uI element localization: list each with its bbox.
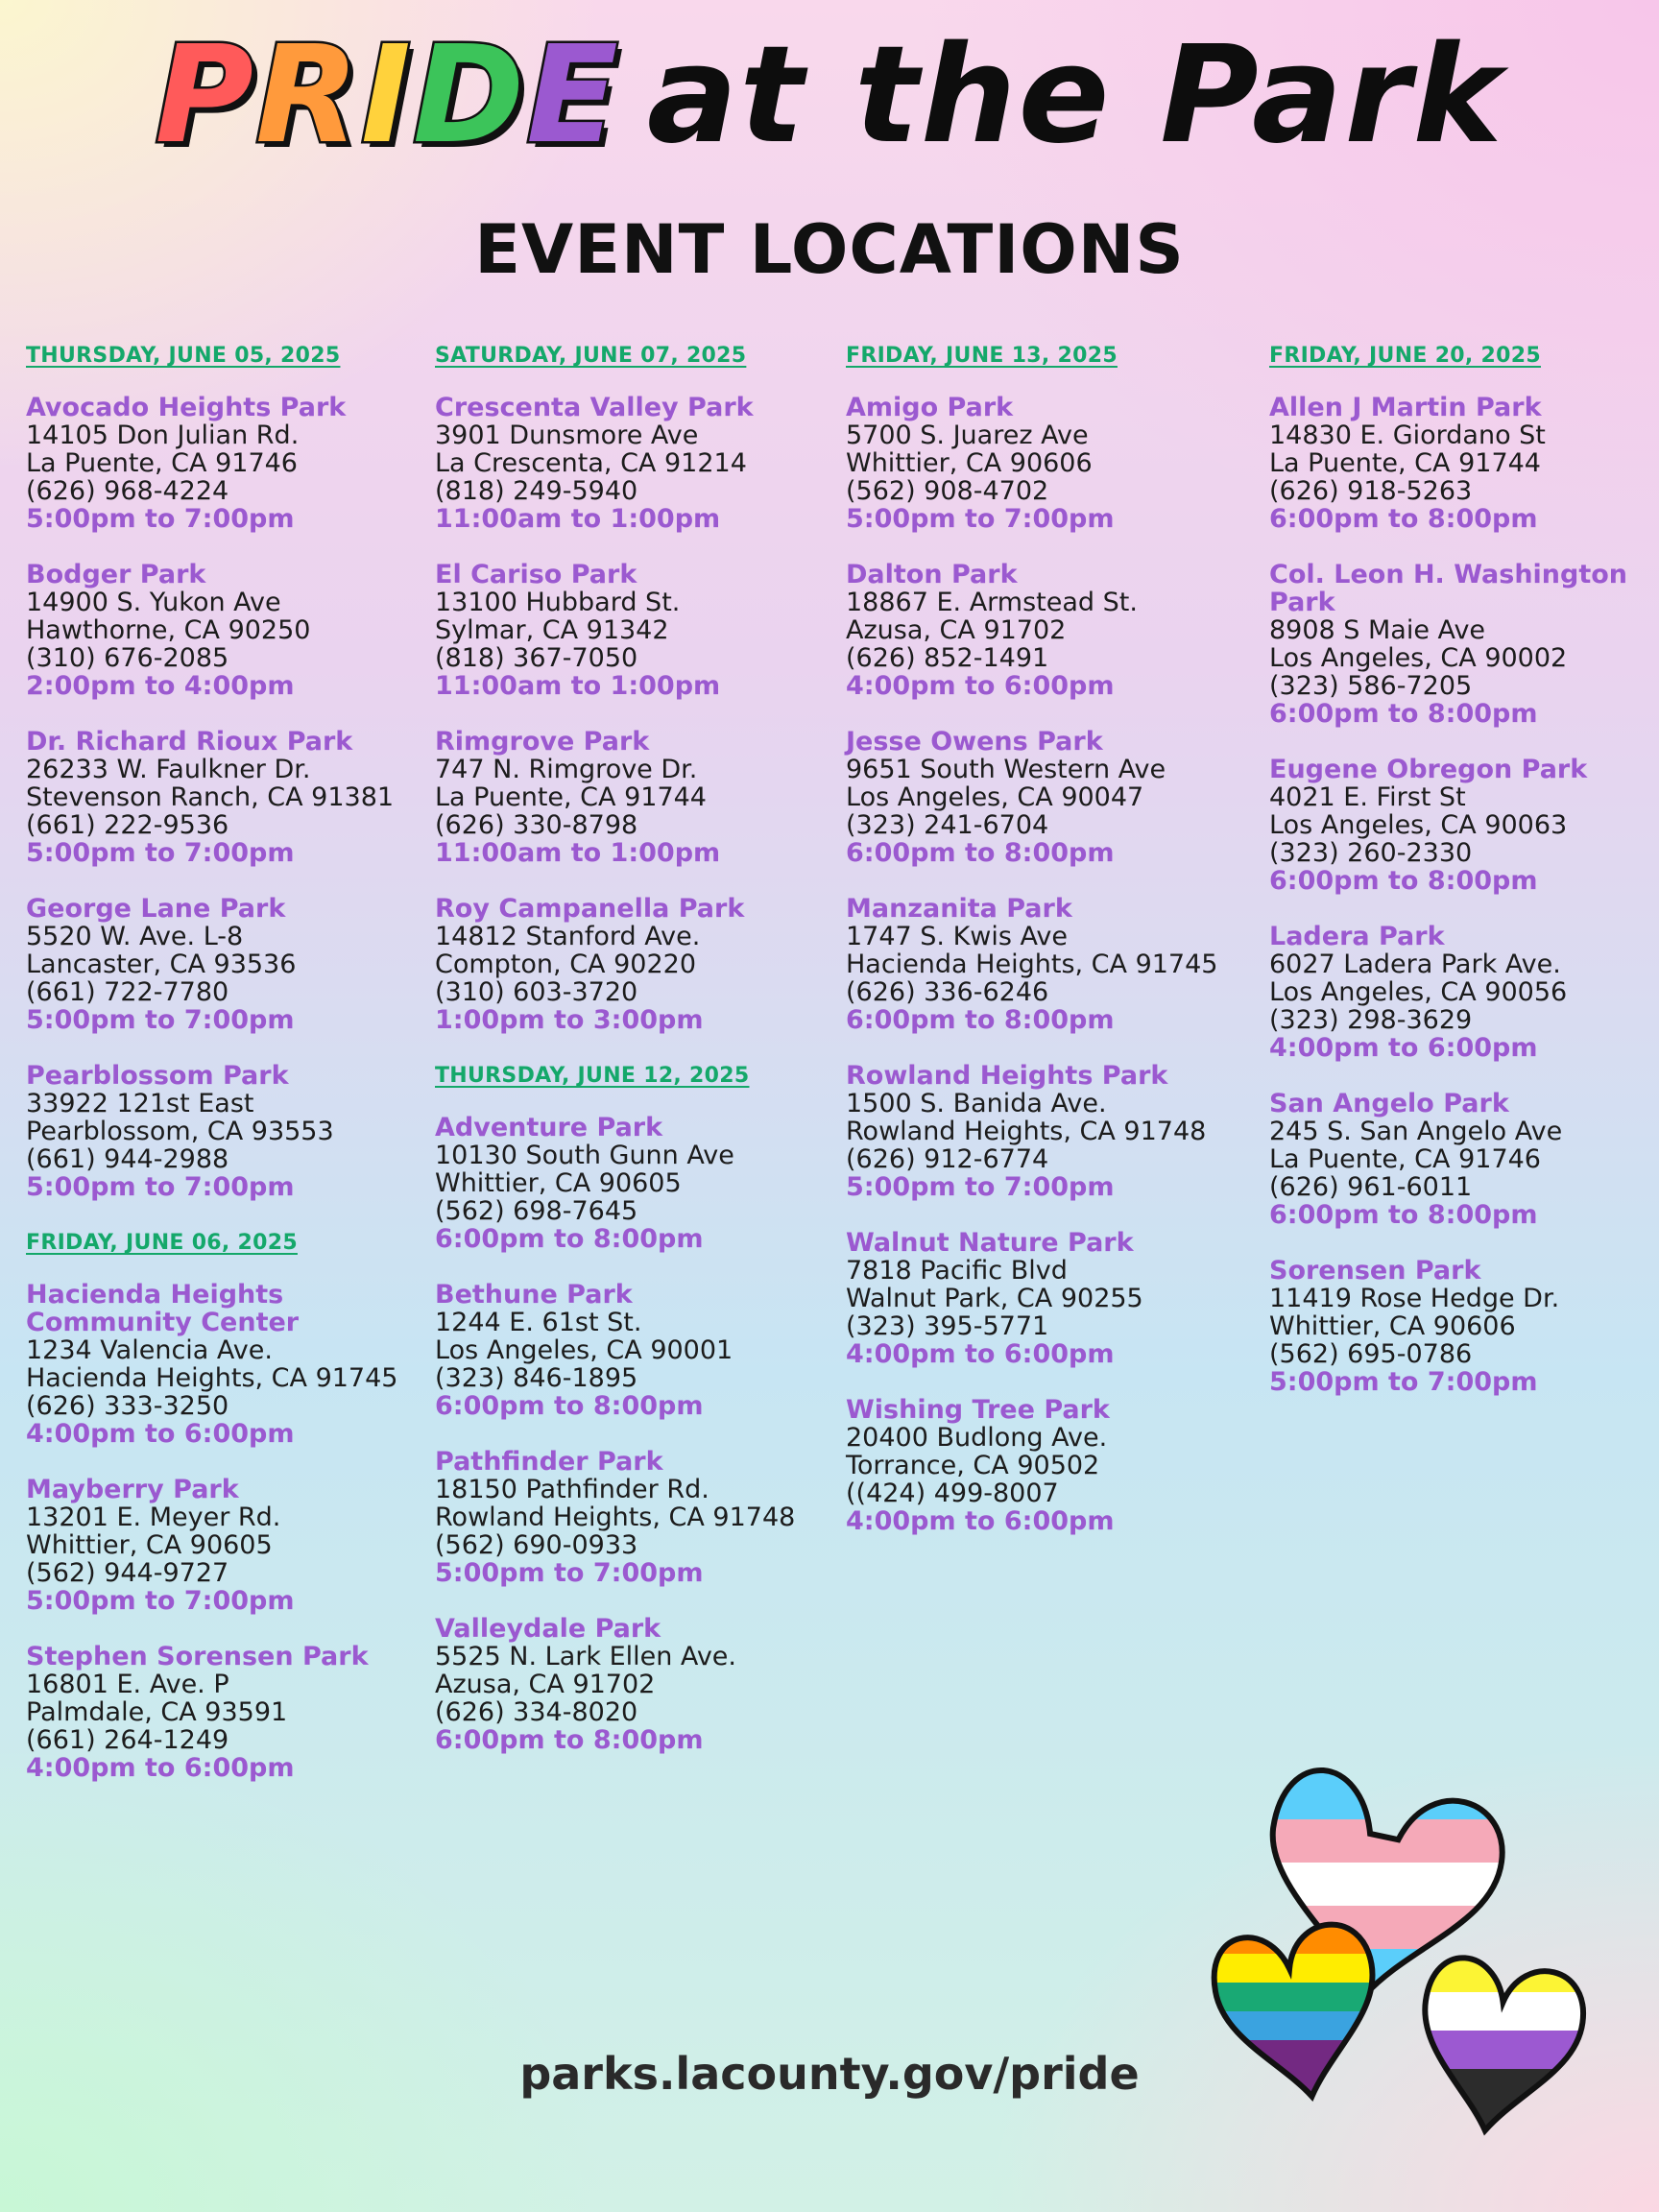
park-address: 26233 W. Faulkner Dr.	[26, 755, 311, 784]
event-time: 4:00pm to 6:00pm	[846, 1506, 1115, 1536]
pride-letter: E	[526, 17, 620, 174]
park-address: Palmdale, CA 93591	[26, 1697, 288, 1727]
park-address: Whittier, CA 90605	[435, 1168, 682, 1198]
park-address: Los Angeles, CA 90056	[1269, 977, 1568, 1007]
park-address: 3901 Dunsmore Ave	[435, 421, 699, 450]
park-listing	[435, 1448, 829, 1587]
park-address: 11419 Rose Hedge Dr.	[1269, 1284, 1560, 1313]
park-address: 8908 S Maie Ave	[1269, 615, 1486, 645]
park-name: Crescenta Valley Park	[435, 393, 754, 422]
park-name: Hacienda Heights	[26, 1280, 284, 1310]
park-phone: (626) 334-8020	[435, 1697, 638, 1727]
subtitle: EVENT LOCATIONS	[474, 210, 1185, 289]
park-name: Pearblossom Park	[26, 1061, 289, 1091]
park-name: Rowland Heights Park	[846, 1061, 1168, 1091]
park-name: Dr. Richard Rioux Park	[26, 727, 353, 757]
event-time: 5:00pm to 7:00pm	[1269, 1367, 1538, 1397]
park-name: Allen J Martin Park	[1269, 393, 1542, 422]
park-phone: (661) 264-1249	[26, 1725, 229, 1755]
date-heading: FRIDAY, JUNE 20, 2025	[1269, 344, 1541, 368]
park-address: 13201 E. Meyer Rd.	[26, 1503, 281, 1532]
park-address: Hawthorne, CA 90250	[26, 615, 311, 645]
park-address: Azusa, CA 91702	[435, 1670, 656, 1699]
park-phone: (818) 367-7050	[435, 643, 638, 673]
pride-word	[155, 17, 619, 174]
park-address: Stevenson Ranch, CA 91381	[26, 782, 395, 812]
event-time: 5:00pm to 7:00pm	[435, 1558, 704, 1588]
park-name: Community Center	[26, 1308, 300, 1337]
park-phone: ((424) 499-8007	[846, 1479, 1059, 1508]
park-name: Pathfinder Park	[435, 1447, 663, 1477]
park-address: 14900 S. Yukon Ave	[26, 588, 281, 617]
park-name: Col. Leon H. Washington	[1269, 560, 1628, 589]
park-address: 20400 Budlong Ave.	[846, 1423, 1108, 1453]
park-name: Amigo Park	[846, 393, 1014, 422]
event-time: 6:00pm to 8:00pm	[435, 1224, 704, 1254]
park-name: Valleydale Park	[435, 1614, 661, 1644]
park-address: 33922 121st East	[26, 1089, 254, 1118]
park-phone: (323) 260-2330	[1269, 838, 1473, 868]
park-address: Los Angeles, CA 90063	[1269, 810, 1568, 840]
park-listing	[846, 561, 1259, 700]
park-address: Hacienda Heights, CA 91745	[846, 950, 1218, 979]
park-phone: (323) 241-6704	[846, 810, 1049, 840]
park-phone: (626) 333-3250	[26, 1391, 229, 1421]
park-address: 14830 E. Giordano St	[1269, 421, 1546, 450]
park-address: Azusa, CA 91702	[846, 615, 1067, 645]
park-listing	[1269, 561, 1653, 728]
event-time: 11:00am to 1:00pm	[435, 504, 721, 534]
event-time: 11:00am to 1:00pm	[435, 838, 721, 868]
event-time: 6:00pm to 8:00pm	[1269, 504, 1538, 534]
park-address: 18867 E. Armstead St.	[846, 588, 1138, 617]
park-phone: (626) 918-5263	[1269, 476, 1473, 506]
event-time: 5:00pm to 7:00pm	[26, 838, 295, 868]
park-listing	[1269, 1090, 1653, 1229]
park-listing	[1269, 756, 1653, 895]
event-time: 6:00pm to 8:00pm	[846, 1005, 1115, 1035]
park-address: 1244 E. 61st St.	[435, 1308, 642, 1337]
park-listing	[435, 1615, 829, 1754]
park-listing	[435, 561, 829, 700]
park-listing	[26, 895, 420, 1034]
park-address: Whittier, CA 90606	[846, 448, 1093, 478]
park-phone: (818) 249-5940	[435, 476, 638, 506]
park-address: 7818 Pacific Blvd	[846, 1256, 1068, 1286]
park-address: La Puente, CA 91746	[1269, 1144, 1541, 1174]
park-listing	[435, 1114, 829, 1253]
park-address: La Puente, CA 91744	[1269, 448, 1541, 478]
park-listing	[435, 1281, 829, 1420]
park-phone: (310) 603-3720	[435, 977, 638, 1007]
park-address: La Puente, CA 91746	[26, 448, 298, 478]
park-listing	[846, 394, 1259, 533]
park-phone: (626) 330-8798	[435, 810, 638, 840]
park-phone: (323) 395-5771	[846, 1311, 1049, 1341]
park-address: Whittier, CA 90605	[26, 1530, 273, 1560]
park-listing	[846, 1229, 1259, 1368]
park-address: 1500 S. Banida Ave.	[846, 1089, 1107, 1118]
park-address: La Puente, CA 91744	[435, 782, 707, 812]
park-listing	[846, 1062, 1259, 1201]
event-time: 11:00am to 1:00pm	[435, 671, 721, 701]
park-phone: (323) 586-7205	[1269, 671, 1473, 701]
pride-letter: P	[155, 17, 256, 174]
park-address: Los Angeles, CA 90002	[1269, 643, 1568, 673]
park-address: 4021 E. First St	[1269, 782, 1466, 812]
park-address: 245 S. San Angelo Ave	[1269, 1117, 1563, 1146]
park-address: 1747 S. Kwis Ave	[846, 922, 1069, 951]
event-time: 6:00pm to 8:00pm	[1269, 699, 1538, 729]
park-phone: (562) 695-0786	[1269, 1339, 1473, 1369]
park-address: Sylmar, CA 91342	[435, 615, 669, 645]
event-time: 5:00pm to 7:00pm	[846, 1172, 1115, 1202]
park-name: Stephen Sorensen Park	[26, 1642, 369, 1671]
park-address: 14812 Stanford Ave.	[435, 922, 701, 951]
park-listing	[26, 728, 420, 867]
park-address: Lancaster, CA 93536	[26, 950, 297, 979]
park-phone: (626) 961-6011	[1269, 1172, 1473, 1202]
park-address: 5525 N. Lark Ellen Ave.	[435, 1642, 736, 1671]
park-name: Bethune Park	[435, 1280, 633, 1310]
park-address: 14105 Don Julian Rd.	[26, 421, 300, 450]
park-name: San Angelo Park	[1269, 1089, 1509, 1118]
park-phone: (310) 676-2085	[26, 643, 229, 673]
park-name: Roy Campanella Park	[435, 894, 745, 924]
park-listing	[846, 728, 1259, 867]
park-address: 5520 W. Ave. L-8	[26, 922, 244, 951]
column-1	[26, 342, 420, 1810]
park-address: Walnut Park, CA 90255	[846, 1284, 1143, 1313]
park-name: Manzanita Park	[846, 894, 1072, 924]
park-phone: (562) 944-9727	[26, 1558, 229, 1588]
park-address: 6027 Ladera Park Ave.	[1269, 950, 1561, 979]
page-title	[0, 19, 1659, 173]
park-name: Ladera Park	[1269, 922, 1445, 951]
park-name: Park	[1269, 588, 1335, 617]
column-4	[1269, 342, 1653, 1424]
event-time: 5:00pm to 7:00pm	[26, 1005, 295, 1035]
event-time: 4:00pm to 6:00pm	[26, 1419, 295, 1449]
park-address: 9651 South Western Ave	[846, 755, 1166, 784]
park-name: Jesse Owens Park	[846, 727, 1103, 757]
event-time: 4:00pm to 6:00pm	[846, 671, 1115, 701]
event-time: 2:00pm to 4:00pm	[26, 671, 295, 701]
park-listing	[1269, 923, 1653, 1062]
park-address: 18150 Pathfinder Rd.	[435, 1475, 709, 1504]
park-phone: (562) 690-0933	[435, 1530, 638, 1560]
park-phone: (562) 908-4702	[846, 476, 1049, 506]
date-heading: THURSDAY, JUNE 05, 2025	[26, 344, 341, 368]
event-time: 5:00pm to 7:00pm	[846, 504, 1115, 534]
park-phone: (323) 846-1895	[435, 1363, 638, 1393]
pride-letter: D	[412, 17, 527, 174]
park-address: Rowland Heights, CA 91748	[435, 1503, 796, 1532]
park-address: Los Angeles, CA 90001	[435, 1335, 733, 1365]
park-listing	[26, 1281, 420, 1448]
park-name: Eugene Obregon Park	[1269, 755, 1588, 784]
event-time: 1:00pm to 3:00pm	[435, 1005, 704, 1035]
park-name: George Lane Park	[26, 894, 286, 924]
event-time: 6:00pm to 8:00pm	[435, 1725, 704, 1755]
park-phone: (661) 222-9536	[26, 810, 229, 840]
event-time: 6:00pm to 8:00pm	[1269, 866, 1538, 896]
column-2	[435, 342, 829, 1782]
park-phone: (626) 912-6774	[846, 1144, 1049, 1174]
park-phone: (661) 722-7780	[26, 977, 229, 1007]
park-listing	[1269, 394, 1653, 533]
park-listing	[26, 394, 420, 533]
park-address: 747 N. Rimgrove Dr.	[435, 755, 698, 784]
park-listing	[435, 895, 829, 1034]
park-listing	[846, 1396, 1259, 1535]
event-time: 5:00pm to 7:00pm	[26, 1172, 295, 1202]
park-address: Rowland Heights, CA 91748	[846, 1117, 1207, 1146]
event-time: 6:00pm to 8:00pm	[1269, 1200, 1538, 1230]
park-address: 1234 Valencia Ave.	[26, 1335, 273, 1365]
park-address: Los Angeles, CA 90047	[846, 782, 1144, 812]
date-heading: SATURDAY, JUNE 07, 2025	[435, 344, 747, 368]
park-phone: (562) 698-7645	[435, 1196, 638, 1226]
park-phone: (626) 852-1491	[846, 643, 1049, 673]
park-address: Whittier, CA 90606	[1269, 1311, 1516, 1341]
park-address: 13100 Hubbard St.	[435, 588, 681, 617]
event-time: 4:00pm to 6:00pm	[846, 1339, 1115, 1369]
park-name: Rimgrove Park	[435, 727, 650, 757]
park-name: Bodger Park	[26, 560, 206, 589]
park-listing	[26, 1643, 420, 1782]
park-name: El Cariso Park	[435, 560, 637, 589]
event-time: 5:00pm to 7:00pm	[26, 1586, 295, 1616]
park-listing	[1269, 1257, 1653, 1396]
date-heading: THURSDAY, JUNE 12, 2025	[435, 1064, 750, 1088]
park-address: 5700 S. Juarez Ave	[846, 421, 1089, 450]
event-time: 5:00pm to 7:00pm	[26, 504, 295, 534]
park-phone: (626) 968-4224	[26, 476, 229, 506]
park-name: Sorensen Park	[1269, 1256, 1481, 1286]
pride-letter: R	[255, 17, 361, 174]
park-name: Wishing Tree Park	[846, 1395, 1110, 1425]
park-listing	[846, 895, 1259, 1034]
park-listing	[435, 394, 829, 533]
date-heading: FRIDAY, JUNE 13, 2025	[846, 344, 1118, 368]
park-phone: (323) 298-3629	[1269, 1005, 1473, 1035]
date-heading: FRIDAY, JUNE 06, 2025	[26, 1231, 298, 1255]
park-address: 10130 South Gunn Ave	[435, 1141, 734, 1170]
park-listing	[26, 1062, 420, 1201]
park-address: Pearblossom, CA 93553	[26, 1117, 334, 1146]
park-listing	[435, 728, 829, 867]
park-name: Walnut Nature Park	[846, 1228, 1134, 1258]
park-name: Adventure Park	[435, 1113, 663, 1142]
park-address: Hacienda Heights, CA 91745	[26, 1363, 398, 1393]
pride-letter: I	[360, 17, 413, 174]
title-rest: at the Park	[646, 17, 1504, 174]
event-time: 6:00pm to 8:00pm	[435, 1391, 704, 1421]
park-listing	[26, 561, 420, 700]
park-listing	[26, 1476, 420, 1615]
pride-hearts-icon	[1205, 1752, 1608, 2141]
park-name: Dalton Park	[846, 560, 1018, 589]
event-time: 6:00pm to 8:00pm	[846, 838, 1115, 868]
column-3	[846, 342, 1259, 1563]
park-name: Avocado Heights Park	[26, 393, 347, 422]
event-time: 4:00pm to 6:00pm	[1269, 1033, 1538, 1063]
park-name: Mayberry Park	[26, 1475, 239, 1504]
park-phone: (661) 944-2988	[26, 1144, 229, 1174]
park-address: La Crescenta, CA 91214	[435, 448, 747, 478]
park-phone: (626) 336-6246	[846, 977, 1049, 1007]
event-time: 4:00pm to 6:00pm	[26, 1753, 295, 1783]
park-address: 16801 E. Ave. P	[26, 1670, 229, 1699]
park-address: Compton, CA 90220	[435, 950, 696, 979]
website-link[interactable]: parks.lacounty.gov/pride	[519, 2048, 1140, 2100]
park-address: Torrance, CA 90502	[846, 1451, 1100, 1480]
